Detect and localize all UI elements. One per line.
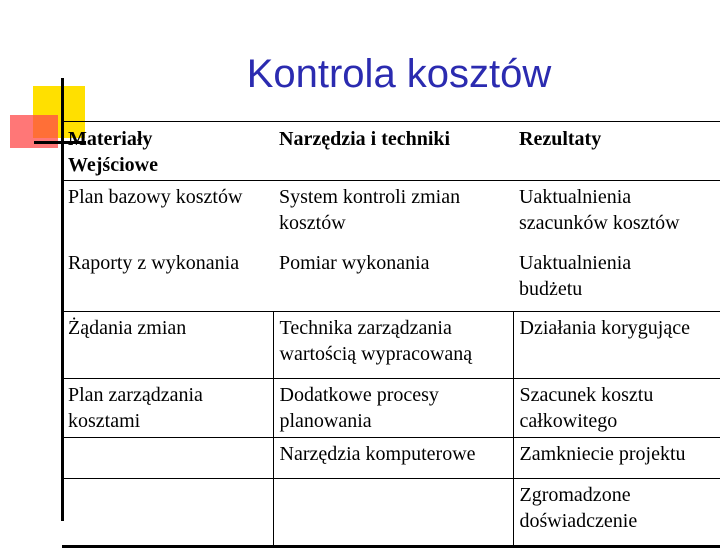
table-cell: Zamkniecie projektu xyxy=(513,438,720,479)
header-outputs: Rezultaty xyxy=(513,122,720,181)
table-cell: Działania korygujące xyxy=(513,312,720,379)
table-cell: Narzędzia komputerowe xyxy=(273,438,513,479)
header-inputs: Materiały Wejściowe xyxy=(62,122,273,181)
table-cell: Zgromadzone doświadczenie xyxy=(513,479,720,547)
table-cell: Technika zarządzania wartością wypracowaną xyxy=(273,312,513,379)
table-cell: Raporty z wykonania xyxy=(68,252,240,274)
table-cell: System kontroli zmian kosztów xyxy=(279,186,461,234)
table-cell: Plan bazowy kosztów xyxy=(68,186,243,208)
table-cell: Żądania zmian xyxy=(62,312,273,379)
table-cell: Plan zarządzania kosztami xyxy=(62,379,273,438)
table-cell xyxy=(62,479,273,547)
header-tools: Narzędzia i techniki xyxy=(273,122,513,181)
table-row xyxy=(62,438,720,479)
table-cell: Uaktualnienia szacunków kosztów xyxy=(519,186,680,234)
table-row xyxy=(62,479,720,547)
table-header-row xyxy=(62,122,720,181)
table-cell: Dodatkowe procesy planowania xyxy=(273,379,513,438)
table-cell xyxy=(62,438,273,479)
slide-title: Kontrola kosztów xyxy=(246,52,552,96)
table-cell: Szacunek kosztu całkowitego xyxy=(513,379,720,438)
table-row xyxy=(62,312,720,379)
cost-control-table xyxy=(62,121,720,548)
table-cell: Uaktualnienia budżetu xyxy=(519,252,632,300)
table-cell xyxy=(273,479,513,547)
table-row xyxy=(62,379,720,438)
table-row xyxy=(62,181,720,248)
table-row xyxy=(62,247,720,312)
table-cell: Pomiar wykonania xyxy=(279,252,430,274)
